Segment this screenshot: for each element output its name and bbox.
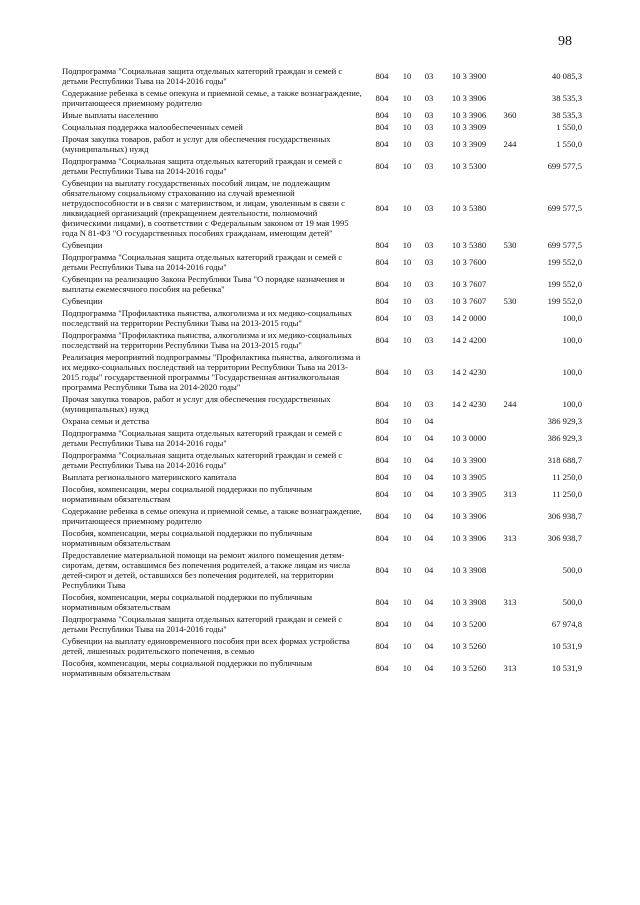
table-row bbox=[62, 471, 582, 483]
row-expense-type bbox=[498, 87, 522, 109]
row-section-code: 10 bbox=[402, 489, 412, 499]
row-target-article: 10 3 5260 bbox=[451, 641, 487, 651]
row-section-code: 10 bbox=[402, 416, 412, 426]
row-expense-type: 244 bbox=[503, 399, 517, 409]
row-amount: 100,0 bbox=[562, 313, 582, 323]
row-expense-type bbox=[498, 121, 522, 133]
row-target-article bbox=[440, 415, 498, 427]
row-target-article: 10 3 3905 bbox=[451, 472, 487, 482]
row-target-article: 10 3 5380 bbox=[451, 240, 487, 250]
row-ministry-code: 804 bbox=[375, 663, 389, 673]
row-target-article: 10 3 3906 bbox=[451, 511, 487, 521]
row-target-article: 10 3 5260 bbox=[451, 663, 487, 673]
row-subsection-code: 04 bbox=[424, 533, 434, 543]
table-row bbox=[62, 613, 582, 635]
row-ministry-code: 804 bbox=[375, 139, 389, 149]
table-row bbox=[62, 273, 582, 295]
row-target-article: 10 3 7607 bbox=[451, 296, 487, 306]
table-row bbox=[62, 133, 582, 155]
table-row bbox=[62, 427, 582, 449]
row-name: Предоставление материальной помощи на ремонт жилого помещения детям-сиротам, детям, оставшимся без попечения родителей, а также лицам из числа детей-сирот и детей, оставшихся без попечения родителей, на территории Республики Тыва bbox=[62, 550, 351, 590]
row-subsection-code: 03 bbox=[424, 257, 434, 267]
row-amount: 100,0 bbox=[562, 367, 582, 377]
row-subsection-code: 03 bbox=[424, 296, 434, 306]
row-expense-type: 244 bbox=[503, 139, 517, 149]
row-name: Субвенции на реализацию Закона Республики Тыва "О порядке назначения и выплаты ежемесячного пособия на ребенка" bbox=[62, 274, 345, 294]
row-name: Иные выплаты населению bbox=[62, 110, 159, 120]
row-section-code: 10 bbox=[402, 279, 412, 289]
row-amount: 40 085,3 bbox=[551, 71, 582, 81]
row-amount: 67 974,8 bbox=[551, 619, 582, 629]
table-row bbox=[62, 415, 582, 427]
row-section-code: 10 bbox=[402, 122, 412, 132]
row-name: Прочая закупка товаров, работ и услуг для обеспечения государственных (муниципальных) нужд bbox=[62, 394, 331, 414]
row-ministry-code: 804 bbox=[375, 511, 389, 521]
row-section-code: 10 bbox=[402, 161, 412, 171]
table-row bbox=[62, 251, 582, 273]
row-target-article: 10 3 3905 bbox=[451, 489, 487, 499]
row-target-article: 10 3 3909 bbox=[451, 122, 487, 132]
row-section-code: 10 bbox=[402, 433, 412, 443]
row-name: Подпрограмма "Социальная защита отдельных категорий граждан и семей с детьми Республики Тыва на 2014-2016 годы" bbox=[62, 252, 343, 272]
row-ministry-code: 804 bbox=[375, 416, 389, 426]
row-name: Субвенции bbox=[62, 296, 103, 306]
table-row bbox=[62, 591, 582, 613]
row-target-article: 14 2 4230 bbox=[451, 367, 487, 377]
table-row bbox=[62, 527, 582, 549]
row-section-code: 10 bbox=[402, 619, 412, 629]
row-section-code: 10 bbox=[402, 313, 412, 323]
row-subsection-code: 04 bbox=[424, 489, 434, 499]
row-section-code: 10 bbox=[402, 335, 412, 345]
row-amount: 11 250,0 bbox=[552, 472, 582, 482]
table-row bbox=[62, 239, 582, 251]
row-subsection-code: 04 bbox=[424, 619, 434, 629]
page-number: 98 bbox=[558, 34, 572, 49]
row-name: Содержание ребенка в семье опекуна и приемной семье, а также вознаграждение, причитающееся приемному родителю bbox=[62, 506, 362, 526]
row-name: Подпрограмма "Социальная защита отдельных категорий граждан и семей с детьми Республики Тыва на 2014-2016 годы" bbox=[62, 450, 343, 470]
row-ministry-code: 804 bbox=[375, 110, 389, 120]
row-target-article: 10 3 3906 bbox=[451, 110, 487, 120]
table-row bbox=[62, 87, 582, 109]
row-section-code: 10 bbox=[402, 296, 412, 306]
row-amount: 38 535,3 bbox=[551, 110, 582, 120]
row-expense-type bbox=[498, 65, 522, 87]
row-expense-type bbox=[498, 329, 522, 351]
row-amount: 699 577,5 bbox=[547, 240, 582, 250]
row-subsection-code: 03 bbox=[424, 279, 434, 289]
row-section-code: 10 bbox=[402, 93, 412, 103]
row-amount: 699 577,5 bbox=[547, 203, 582, 213]
row-target-article: 10 3 3900 bbox=[451, 71, 487, 81]
row-amount: 386 929,3 bbox=[547, 433, 582, 443]
row-subsection-code: 03 bbox=[424, 367, 434, 377]
row-subsection-code: 04 bbox=[424, 472, 434, 482]
row-name: Подпрограмма "Социальная защита отдельных категорий граждан и семей с детьми Республики Тыва на 2014-2016 годы" bbox=[62, 428, 343, 448]
table-row bbox=[62, 121, 582, 133]
row-target-article: 10 3 5380 bbox=[451, 203, 487, 213]
row-ministry-code: 804 bbox=[375, 472, 389, 482]
row-amount: 10 531,9 bbox=[551, 641, 582, 651]
row-expense-type bbox=[498, 613, 522, 635]
row-expense-type: 313 bbox=[503, 597, 517, 607]
row-expense-type bbox=[498, 427, 522, 449]
row-section-code: 10 bbox=[402, 472, 412, 482]
table-row bbox=[62, 483, 582, 505]
row-amount: 199 552,0 bbox=[547, 257, 582, 267]
row-ministry-code: 804 bbox=[375, 565, 389, 575]
row-subsection-code: 04 bbox=[424, 597, 434, 607]
row-amount: 500,0 bbox=[562, 565, 582, 575]
row-ministry-code: 804 bbox=[375, 489, 389, 499]
row-subsection-code: 04 bbox=[424, 511, 434, 521]
row-amount: 199 552,0 bbox=[547, 296, 582, 306]
row-expense-type bbox=[498, 471, 522, 483]
row-ministry-code: 804 bbox=[375, 619, 389, 629]
table-row bbox=[62, 657, 582, 679]
row-ministry-code: 804 bbox=[375, 399, 389, 409]
row-subsection-code: 03 bbox=[424, 399, 434, 409]
row-name: Субвенции bbox=[62, 240, 103, 250]
row-ministry-code: 804 bbox=[375, 279, 389, 289]
row-expense-type: 530 bbox=[503, 240, 517, 250]
row-target-article: 14 2 4200 bbox=[451, 335, 487, 345]
row-target-article: 10 3 3908 bbox=[451, 597, 487, 607]
table-row bbox=[62, 307, 582, 329]
row-section-code: 10 bbox=[402, 399, 412, 409]
row-section-code: 10 bbox=[402, 139, 412, 149]
row-subsection-code: 04 bbox=[424, 663, 434, 673]
row-subsection-code: 03 bbox=[424, 161, 434, 171]
row-expense-type bbox=[498, 273, 522, 295]
row-expense-type bbox=[498, 351, 522, 393]
row-section-code: 10 bbox=[402, 641, 412, 651]
row-subsection-code: 03 bbox=[424, 122, 434, 132]
row-target-article: 14 2 4230 bbox=[451, 399, 487, 409]
row-section-code: 10 bbox=[402, 257, 412, 267]
row-ministry-code: 804 bbox=[375, 161, 389, 171]
table-row bbox=[62, 65, 582, 87]
row-expense-type bbox=[498, 449, 522, 471]
row-ministry-code: 804 bbox=[375, 367, 389, 377]
row-ministry-code: 804 bbox=[375, 93, 389, 103]
row-section-code: 10 bbox=[402, 565, 412, 575]
table-row bbox=[62, 351, 582, 393]
row-target-article: 10 3 3900 bbox=[451, 455, 487, 465]
row-name: Прочая закупка товаров, работ и услуг для обеспечения государственных (муниципальных) нужд bbox=[62, 134, 331, 154]
row-ministry-code: 804 bbox=[375, 455, 389, 465]
row-name: Подпрограмма "Социальная защита отдельных категорий граждан и семей с детьми Республики Тыва на 2014-2016 годы" bbox=[62, 614, 343, 634]
row-subsection-code: 03 bbox=[424, 110, 434, 120]
row-name: Пособия, компенсации, меры социальной поддержки по публичным нормативным обязательствам bbox=[62, 592, 313, 612]
row-subsection-code: 03 bbox=[424, 313, 434, 323]
row-section-code: 10 bbox=[402, 597, 412, 607]
row-subsection-code: 03 bbox=[424, 203, 434, 213]
row-name: Охрана семьи и детства bbox=[62, 416, 150, 426]
row-ministry-code: 804 bbox=[375, 203, 389, 213]
row-target-article: 10 3 7607 bbox=[451, 279, 487, 289]
row-name: Подпрограмма "Профилактика пьянства, алкоголизма и их медико-социальных последствий на территории Республики Тыва на 2013-2015 годы" bbox=[62, 330, 353, 350]
table-row bbox=[62, 549, 582, 591]
row-name: Подпрограмма "Профилактика пьянства, алкоголизма и их медико-социальных последствий на территории Республики Тыва на 2013-2015 годы" bbox=[62, 308, 353, 328]
row-target-article: 10 3 5200 bbox=[451, 619, 487, 629]
table-row bbox=[62, 295, 582, 307]
row-ministry-code: 804 bbox=[375, 335, 389, 345]
row-target-article: 14 2 0000 bbox=[451, 313, 487, 323]
row-name: Субвенции на выплату государственных пособий лицам, не подлежащим обязательному социальному страхованию на случай временной нетрудоспособности и в связи с материнством, и лицам, уволенным в связи с ликвидацией организаций (прекращением деятельности, полномочий физическими лицами), в соответствии с Федеральным законом от 19 мая 1995 года N 81-ФЗ "О государственных пособиях гражданам, имеющим детей" bbox=[62, 178, 349, 238]
row-ministry-code: 804 bbox=[375, 533, 389, 543]
table-body bbox=[62, 65, 582, 679]
row-amount: 1 550,0 bbox=[556, 139, 582, 149]
row-expense-type bbox=[498, 177, 522, 239]
row-ministry-code: 804 bbox=[375, 641, 389, 651]
row-ministry-code: 804 bbox=[375, 257, 389, 267]
row-section-code: 10 bbox=[402, 240, 412, 250]
row-amount: 699 577,5 bbox=[547, 161, 582, 171]
row-expense-type bbox=[498, 155, 522, 177]
row-name: Пособия, компенсации, меры социальной поддержки по публичным нормативным обязательствам bbox=[62, 528, 313, 548]
row-subsection-code: 03 bbox=[424, 240, 434, 250]
row-name: Реализация мероприятий подпрограммы "Профилактика пьянства, алкоголизма и их медико-социальных последствий на территории Республики Тыва на 2013-2015 годы" государственной программы "Государственная антиалкогольная программа Республики Тыва на 2014-2020 годы" bbox=[62, 352, 361, 392]
row-subsection-code: 04 bbox=[424, 641, 434, 651]
row-amount: 306 938,7 bbox=[547, 511, 582, 521]
row-subsection-code: 03 bbox=[424, 71, 434, 81]
row-expense-type bbox=[498, 251, 522, 273]
row-target-article: 10 3 3908 bbox=[451, 565, 487, 575]
row-ministry-code: 804 bbox=[375, 433, 389, 443]
row-ministry-code: 804 bbox=[375, 597, 389, 607]
row-ministry-code: 804 bbox=[375, 240, 389, 250]
row-amount: 386 929,3 bbox=[547, 416, 582, 426]
row-expense-type: 313 bbox=[503, 489, 517, 499]
row-section-code: 10 bbox=[402, 110, 412, 120]
row-subsection-code: 04 bbox=[424, 455, 434, 465]
row-expense-type bbox=[498, 505, 522, 527]
table-row bbox=[62, 635, 582, 657]
row-name: Выплата регионального материнского капитала bbox=[62, 472, 237, 482]
row-subsection-code: 04 bbox=[424, 433, 434, 443]
row-target-article: 10 3 3906 bbox=[451, 533, 487, 543]
row-amount: 38 535,3 bbox=[551, 93, 582, 103]
row-amount: 100,0 bbox=[562, 399, 582, 409]
row-section-code: 10 bbox=[402, 71, 412, 81]
row-expense-type bbox=[498, 415, 522, 427]
row-name: Социальная поддержка малообеспеченных семей bbox=[62, 122, 243, 132]
row-expense-type bbox=[498, 549, 522, 591]
table-row bbox=[62, 177, 582, 239]
row-expense-type: 530 bbox=[503, 296, 517, 306]
budget-table bbox=[62, 65, 582, 679]
row-target-article: 10 3 0000 bbox=[451, 433, 487, 443]
row-amount: 10 531,9 bbox=[551, 663, 582, 673]
table-row bbox=[62, 393, 582, 415]
table-row bbox=[62, 329, 582, 351]
row-subsection-code: 03 bbox=[424, 139, 434, 149]
row-name: Подпрограмма "Социальная защита отдельных категорий граждан и семей с детьми Республики Тыва на 2014-2016 годы" bbox=[62, 66, 343, 86]
row-name: Пособия, компенсации, меры социальной поддержки по публичным нормативным обязательствам bbox=[62, 658, 313, 678]
row-amount: 318 688,7 bbox=[547, 455, 582, 465]
row-expense-type bbox=[498, 307, 522, 329]
table-row bbox=[62, 155, 582, 177]
row-section-code: 10 bbox=[402, 455, 412, 465]
row-section-code: 10 bbox=[402, 203, 412, 213]
row-section-code: 10 bbox=[402, 511, 412, 521]
row-ministry-code: 804 bbox=[375, 313, 389, 323]
row-amount: 199 552,0 bbox=[547, 279, 582, 289]
table-row bbox=[62, 449, 582, 471]
row-target-article: 10 3 3906 bbox=[451, 93, 487, 103]
row-ministry-code: 804 bbox=[375, 296, 389, 306]
row-name: Подпрограмма "Социальная защита отдельных категорий граждан и семей с детьми Республики Тыва на 2014-2016 годы" bbox=[62, 156, 343, 176]
row-subsection-code: 03 bbox=[424, 93, 434, 103]
row-section-code: 10 bbox=[402, 663, 412, 673]
row-amount: 306 938,7 bbox=[547, 533, 582, 543]
row-amount: 100,0 bbox=[562, 335, 582, 345]
row-expense-type: 313 bbox=[503, 663, 517, 673]
row-ministry-code: 804 bbox=[375, 71, 389, 81]
row-target-article: 10 3 5300 bbox=[451, 161, 487, 171]
table-row bbox=[62, 505, 582, 527]
row-target-article: 10 3 3909 bbox=[451, 139, 487, 149]
row-section-code: 10 bbox=[402, 367, 412, 377]
row-amount: 500,0 bbox=[562, 597, 582, 607]
row-amount: 11 250,0 bbox=[552, 489, 582, 499]
row-subsection-code: 03 bbox=[424, 335, 434, 345]
table-row bbox=[62, 109, 582, 121]
row-section-code: 10 bbox=[402, 533, 412, 543]
row-name: Субвенции на выплату единовременного пособия при всех формах устройства детей, лишенных родительского попечения, в семью bbox=[62, 636, 350, 656]
row-subsection-code: 04 bbox=[424, 416, 434, 426]
row-subsection-code: 04 bbox=[424, 565, 434, 575]
row-name: Пособия, компенсации, меры социальной поддержки по публичным нормативным обязательствам bbox=[62, 484, 313, 504]
row-expense-type bbox=[498, 635, 522, 657]
row-amount: 1 550,0 bbox=[556, 122, 582, 132]
row-target-article: 10 3 7600 bbox=[451, 257, 487, 267]
row-expense-type: 313 bbox=[503, 533, 517, 543]
row-expense-type: 360 bbox=[503, 110, 517, 120]
row-ministry-code: 804 bbox=[375, 122, 389, 132]
row-name: Содержание ребенка в семье опекуна и приемной семье, а также вознаграждение, причитающееся приемному родителю bbox=[62, 88, 362, 108]
